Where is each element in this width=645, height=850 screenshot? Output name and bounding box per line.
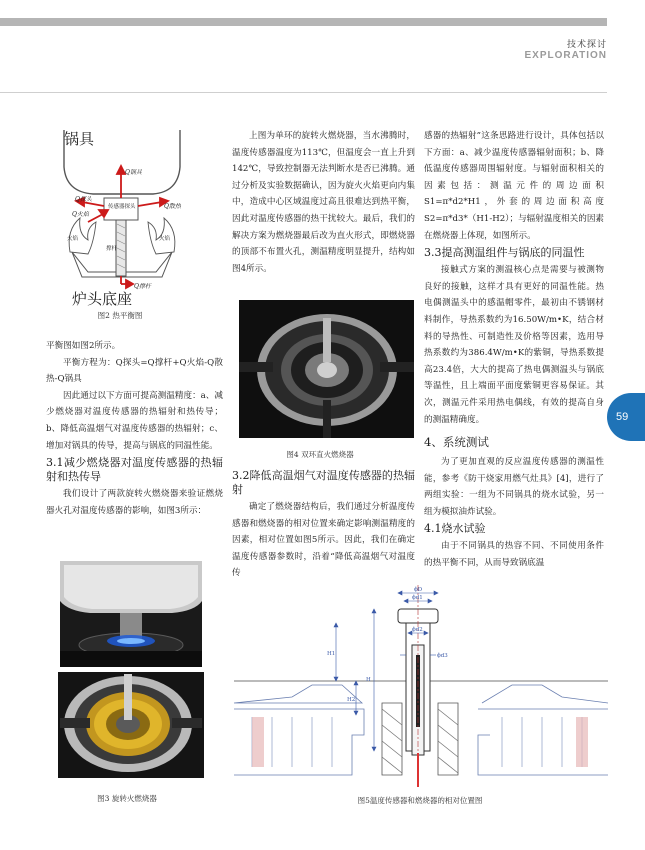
section-title: 技术探讨	[566, 40, 607, 50]
heading-3-2: 3.2降低高温烟气对温度传感器的热辐射	[232, 469, 415, 496]
page-number-tab: 59	[607, 393, 645, 441]
figure-3-caption: 图3 旋转火燃烧器	[97, 794, 157, 803]
heading-3-3: 3.3提高测温组件与锅底的同温性	[424, 246, 585, 260]
figure-5-caption: 图5温度传感器和燃烧器的相对位置图	[357, 796, 483, 805]
column-1	[46, 338, 223, 519]
q-pot-label: Q锅具	[125, 169, 142, 176]
figure-2	[58, 122, 186, 312]
q-rod-label: Q撑杆	[134, 283, 151, 290]
col2-paragraph: 上图为单环的旋转火燃烧器，当水沸腾时，温度传感器温度为113℃，但温度会一直上升到142℃，导致控制器无法判断水是否已沸腾。通过分析及实验数据确认，因为旋火火焰更向内集中，造成中心区域温度过高且很难达到热平衡，因此对温度传感器的热干扰较大。最后，我们的解决方案为燃烧器最后改为直火形式，即燃烧器的顶部不布置火孔，测温精度明显提升，结构如图4所示。	[232, 131, 415, 274]
dim-d1-label: ϕd1	[412, 595, 423, 601]
sensor-label: 传感器探头	[108, 204, 136, 210]
column-3	[424, 128, 604, 572]
figure-4-caption: 图4 双环直火燃烧器	[286, 450, 354, 459]
q-probe-label: Q探头	[75, 196, 92, 203]
col3-paragraph: 由于不同锅具的热容不同、不同使用条件的热平衡不同，从而导致锅底温	[424, 541, 604, 569]
dim-h1-label: H1	[327, 651, 336, 657]
section-subtitle: EXPLORATION	[524, 50, 607, 61]
column-2-bottom	[232, 467, 415, 582]
heat-balance-diagram	[58, 122, 186, 312]
heading-4: 4、系统测试	[424, 435, 489, 450]
column-2-top	[232, 128, 415, 277]
flame-left-label: 火焰	[67, 236, 79, 242]
dim-d3-label: ϕd3	[437, 653, 448, 659]
heading-4-1: 4.1烧水试验	[424, 522, 486, 536]
figure-2-caption: 图2 热平衡图	[97, 311, 143, 320]
col1-paragraph: 平衡图如图2所示。	[46, 341, 121, 351]
figure-3-photo-top	[60, 561, 202, 667]
header-bar	[0, 18, 607, 26]
q-heat-label: Q散热	[164, 203, 181, 210]
figure-5	[232, 585, 608, 787]
figure-4-photo	[239, 300, 414, 438]
dim-d2-label: ϕd2	[412, 627, 423, 633]
pot-label: 锅具	[64, 130, 95, 148]
dim-d-label: ϕD	[414, 587, 423, 593]
q-fire-label: Q火焰	[72, 211, 89, 218]
sensor-burner-drawing	[232, 585, 608, 787]
dim-h-label: H	[366, 677, 371, 683]
dim-h2-label: H2	[347, 697, 356, 703]
col1-paragraph: 因此通过以下方面可提高测温精度：a、减少燃烧器对温度传感器的热辐射和热传导；b、降低高温烟气对温度传感器的热辐射；c、增加对锅具的传导，提高与锅底的同温性能。	[46, 390, 223, 451]
col1-paragraph: 平衡方程为：Q探头=Q撑杆+Q火焰-Q散热-Q锅具	[46, 357, 223, 385]
col1-paragraph: 我们设计了两款旋转火燃烧器来验证燃烧器火孔对温度传感器的影响，如图3所示：	[46, 489, 223, 516]
col2-paragraph: 确定了燃烧器结构后，我们通过分析温度传感器和燃烧器的相对位置来确定影响测温精度的因素，相对位置如图5所示。因此，我们在确定温度传感器参数时，沿着“降低高温烟气对温度传	[232, 502, 415, 579]
flame-right-label: 火焰	[159, 236, 171, 242]
heading-3-1: 3.1减少燃烧器对温度传感器的热辐射和热传导	[46, 456, 223, 484]
col3-paragraph: 为了更加直观的反应温度传感器的测温性能，参考《防干烧家用燃气灶具》[4]，进行了两组实验：一组为不同锅具的烧水试验，另一组为模拟油炸试验。	[424, 457, 604, 517]
col3-paragraph: 感器的热辐射”这条思路进行设计，具体包括以下方面：a、减少温度传感器辐射面积；b、降低温度传感器周围辐射度。与辐射面积相关的因素包括：测温元件的周边面积S1=π*d2*H1，外套的周边面积高度S2=π*d3*（H1-H2）；与辐射温度相关的因素在燃烧器上体现，如图所示。	[424, 131, 605, 241]
rod-label: 撑杆	[106, 246, 118, 252]
col3-paragraph: 接触式方案的测温核心点是需要与被测物良好的接触，这样才具有更好的同温性能。热电偶测温头中的感温帽零件，最初由不锈钢材料制作，导热系数约为16.50W/m•K，结合材料的导热性、可制造性及价格等因素，选用导热系数约为386.4W/m•K的紫铜，导热系数提高23.4倍，大大的提高了热电偶测温头与锅底等温性，且上端面平面度紫铜更容易保证。其次，测温元件采用热电偶线，有效的提高自身的测温精确度。	[424, 265, 604, 425]
base-label: 炉头底座	[72, 290, 133, 308]
figure-3-photo-bottom	[58, 672, 204, 778]
header-rule	[0, 92, 607, 93]
